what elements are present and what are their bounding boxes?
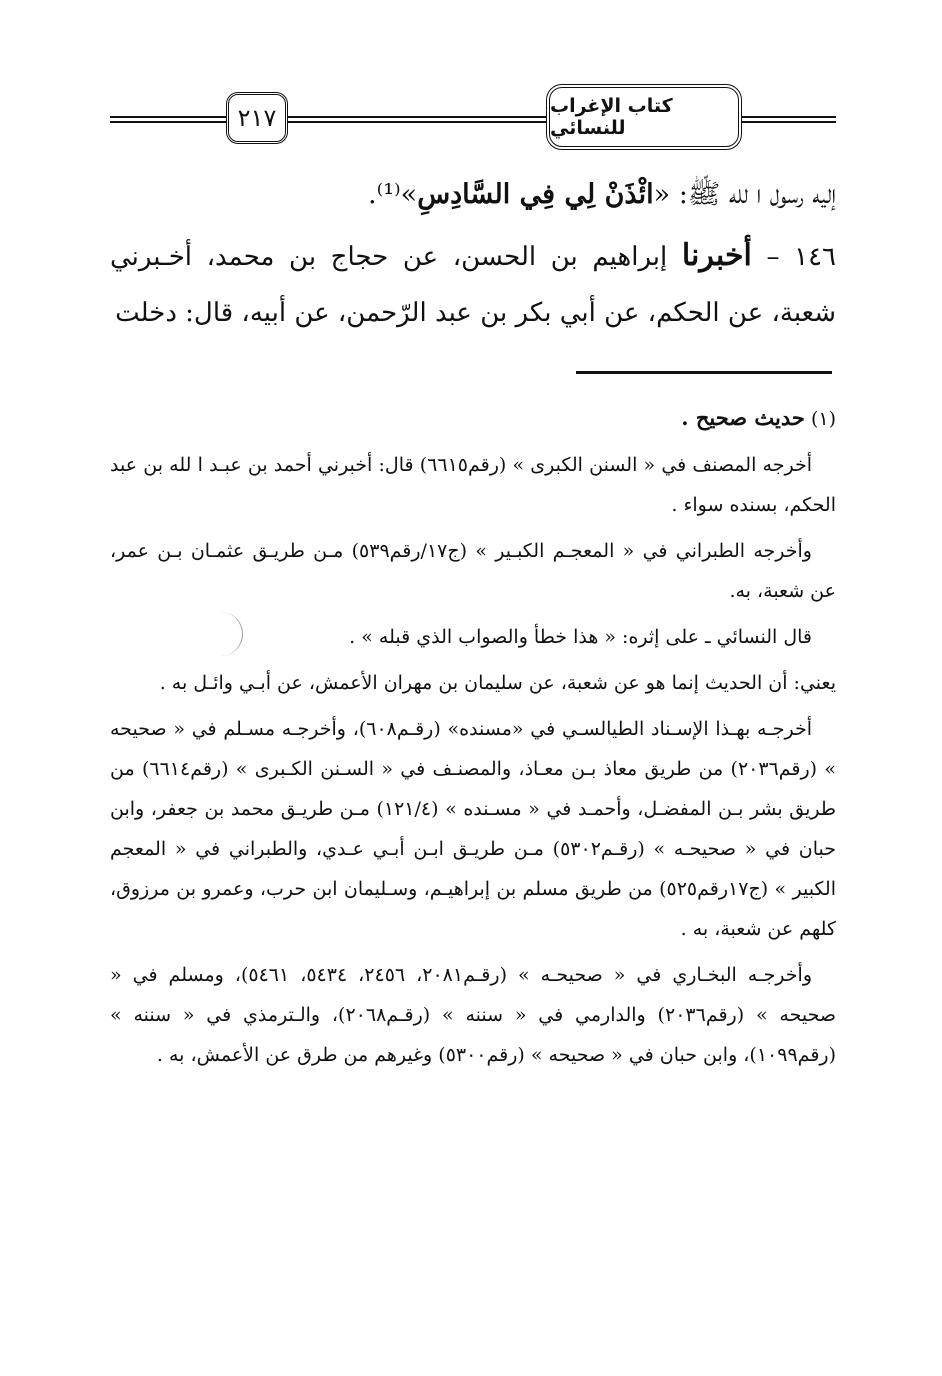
- footnote-separator: [576, 371, 832, 374]
- hadith-text: إبراهيم بن الحسن، عن حجاج بن محمد، أخـبرني شعبة، عن الحكم، عن أبي بكر بن عبد الرّحمن، عن أبيه، قال: دخلت: [110, 242, 836, 328]
- header-rule-left: [110, 116, 228, 123]
- book-title: كتاب الإغراب للنسائي: [546, 84, 742, 150]
- footnote-paragraph-3: قال النسائي ـ على إثره: « هذا خطأ والصواب الذي قبله » .: [349, 626, 812, 648]
- line1-quote: ائْذَنْ لِي فِي السَّادِسِ: [417, 179, 654, 210]
- hadith-number: ١٤٦ –: [766, 242, 837, 272]
- hadith-keyword: أخبرنا: [681, 238, 752, 273]
- hadith-paragraph: [110, 228, 836, 341]
- footnote-paragraph-5: أخرجـه بهـذا الإسـناد الطيالسـي في «مسنده» (رقـم٦٠٨)، وأخرجـه مسـلم في « صحيحه » (رقم٢٠٣٦) من طريق معاذ بـن معـاذ، والمصنـف في « السـنن الكـبرى » (رقم٦٦١٤) من طريق بشر بـن المفضـل، وأحمـد في « مسـنده » (١٢١/٤) مـن طريـق محمد بن جعفر، وابن حبان في « صحيحـه » (رقـم٥٣٠٢) مـن طريـق ابـن أبـي عـدي، والطبراني في « المعجم الكبير » (ج١٧رقم٥٢٥) من طريق مسلم بن إبراهيـم، وسـليمان ابن حرب، وعمرو بن مرزوق، كلهم عن شعبة، به .: [110, 718, 837, 940]
- footnote-1-heading: [110, 398, 836, 439]
- footnote-paragraph-1: أخرجه المصنف في « السنن الكبرى » (رقم٦٦١٥) قال: أخبرني أحمد بن عبـد ا لله بن عبد الحكم، بسنده سواء .: [110, 454, 836, 516]
- page-number: ٢١٧: [226, 92, 288, 144]
- main-text: [110, 168, 836, 341]
- page-header: [0, 0, 942, 160]
- footnote-1-label: (١): [810, 408, 836, 430]
- line1-suffix: »⁽¹⁾.: [368, 179, 418, 210]
- footnote-paragraph-4: يعني: أن الحديث إنما هو عن شعبة، عن سليمان بن مهران الأعمش، عن أبـي وائـل به .: [159, 672, 836, 694]
- footnote-paragraph-2: وأخرجه الطبراني في « المعجـم الكبـير » (ج١٧/رقم٥٣٩) مـن طريـق عثمـان بـن عمر، عن شعبة، به.: [110, 540, 836, 602]
- footnotes: [110, 398, 836, 1081]
- main-line-1: [110, 168, 836, 222]
- footnote-paragraph-6: وأخرجـه البخـاري في « صحيحـه » (رقـم٢٠٨١، ٢٤٥٦، ٥٤٣٤، ٥٤٦١)، ومسلم في « صحيحه » (رقم٢٠٣٦) والدارمي في « سننه » (رقـم٢٠٦٨)، والـترمذي في « سننه » (رقم١٠٩٩)، وابن حبان في « صحيحه » (رقم٥٣٠٠) وغيرهم من طرق عن الأعمش، به .: [110, 964, 836, 1066]
- line1-prefix: إليه رسول ا لله ﷺ: «: [653, 179, 836, 210]
- header-rule-right: [740, 116, 836, 123]
- header-rule-middle: [286, 116, 548, 123]
- footnote-1-grade: حديث صحيح .: [681, 405, 805, 430]
